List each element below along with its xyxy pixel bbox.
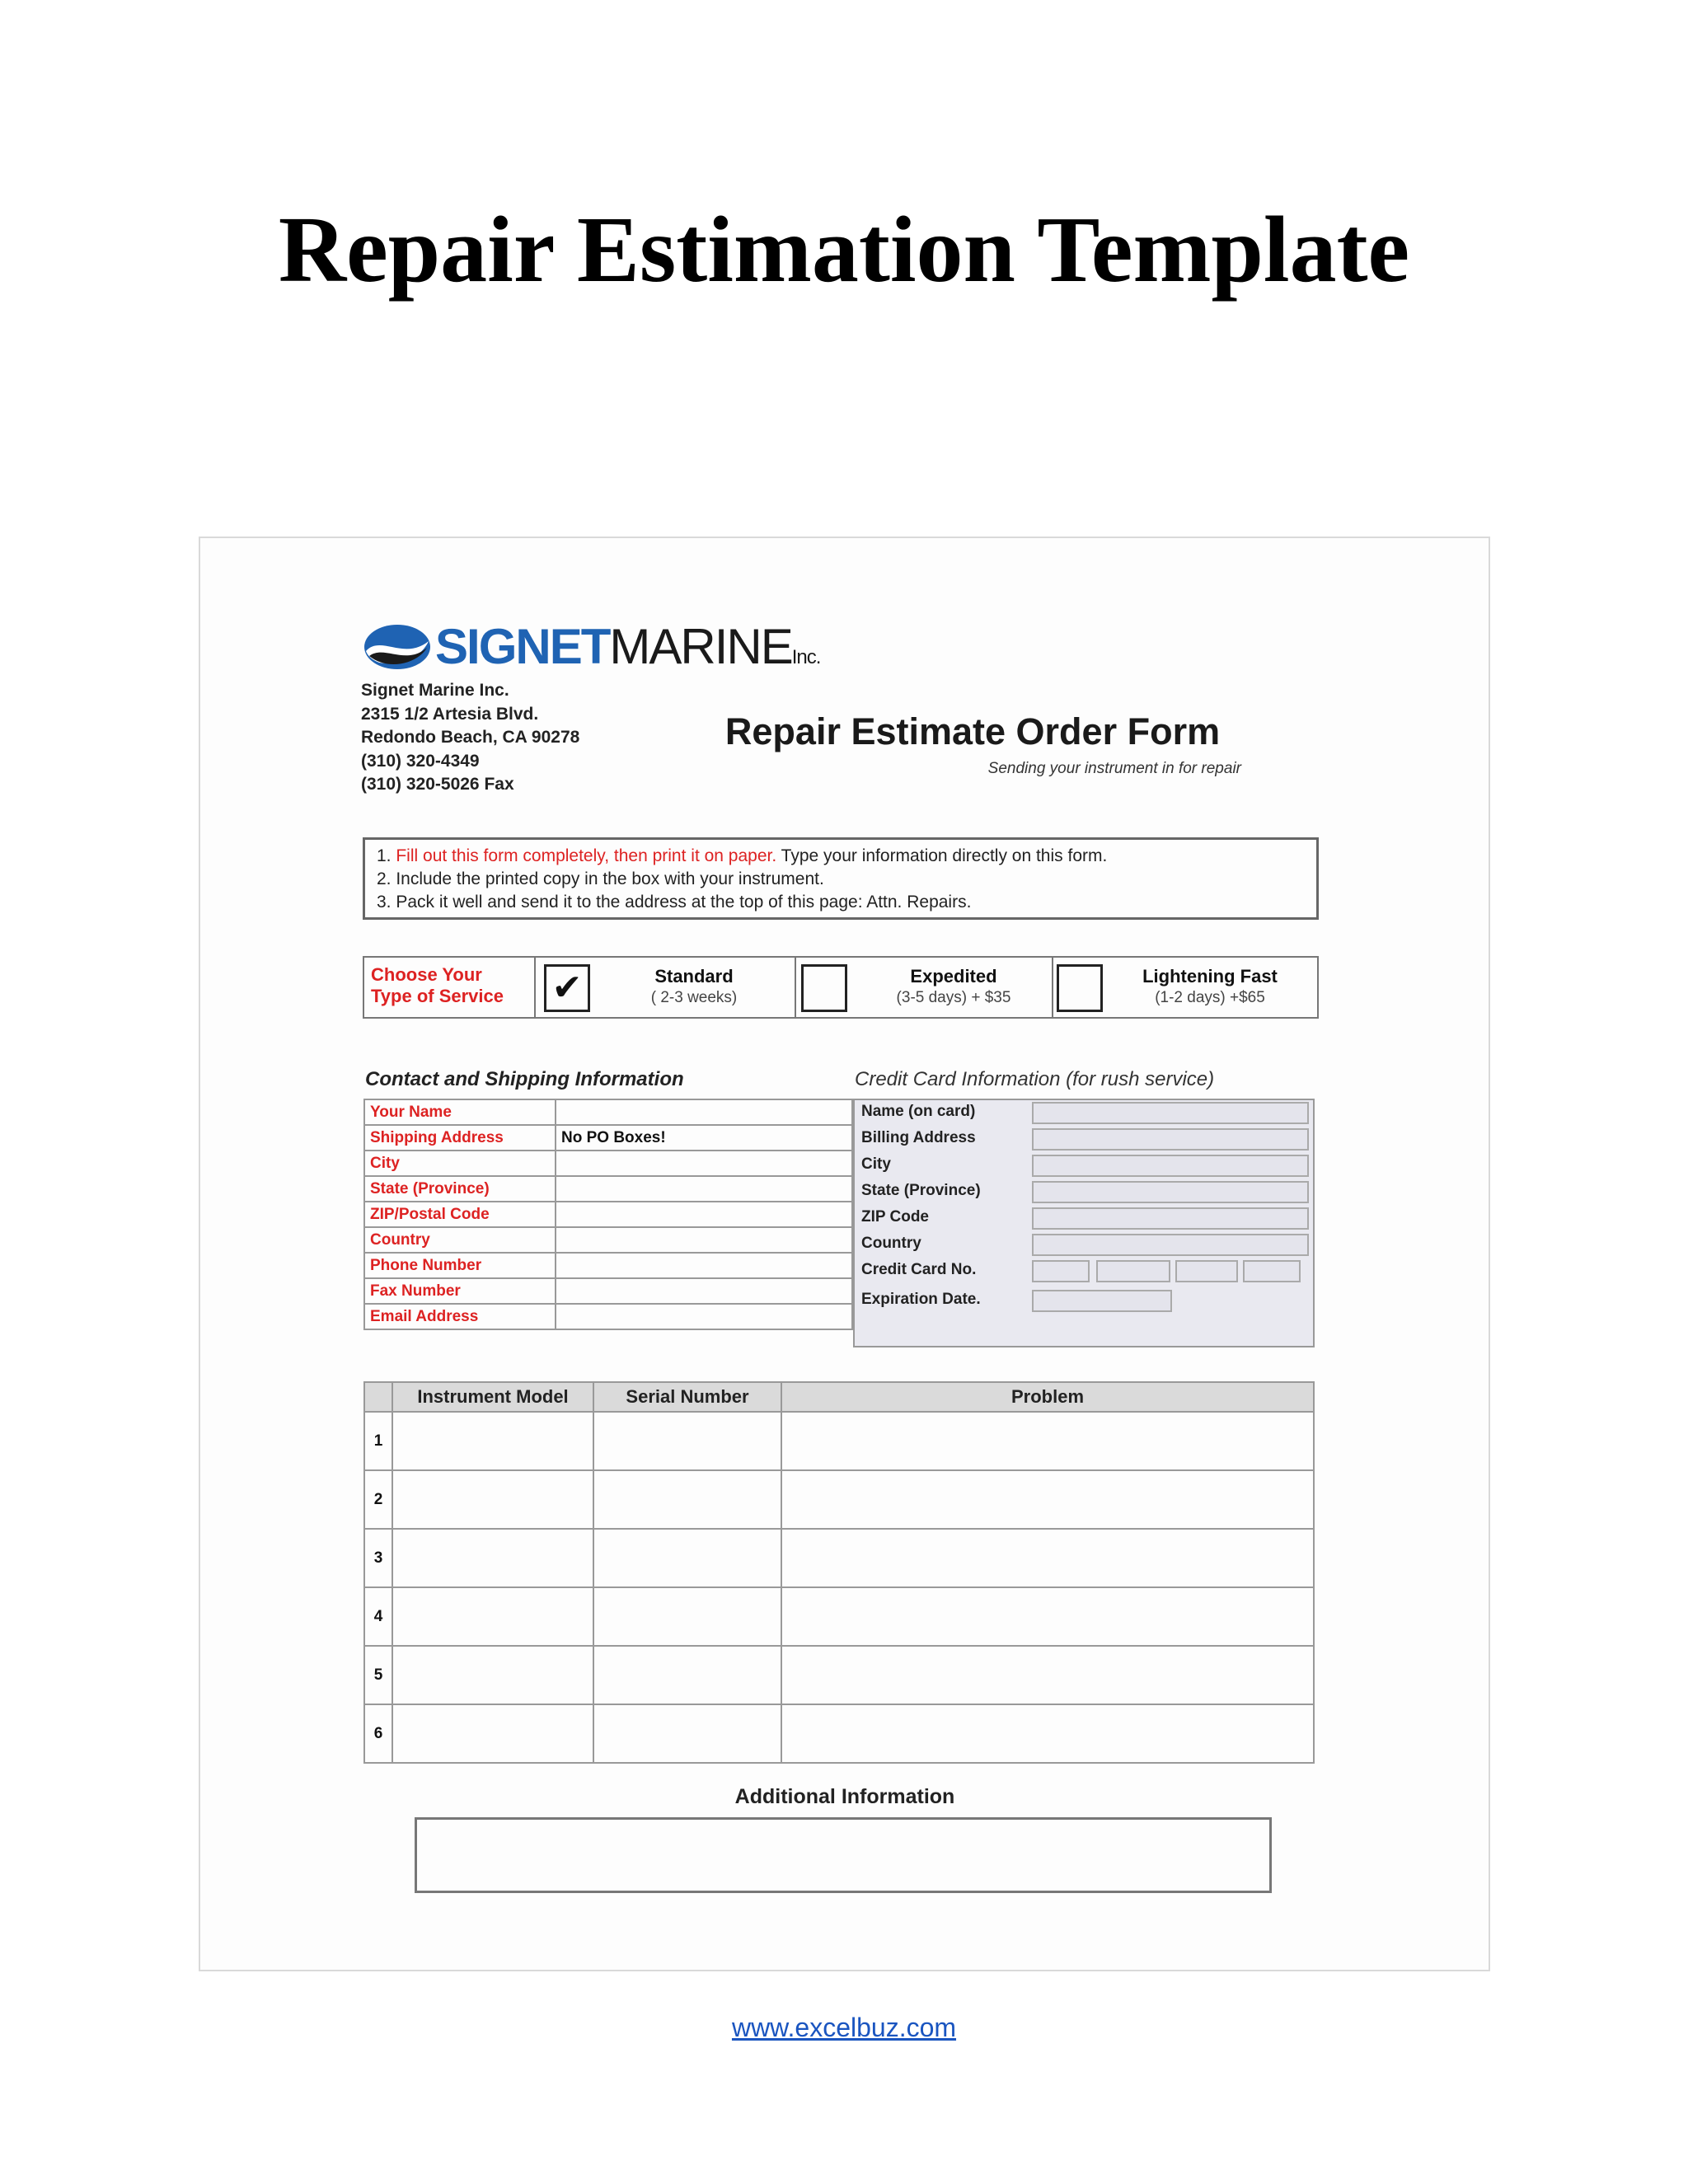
serial-number-cell[interactable] xyxy=(593,1529,781,1587)
table-row xyxy=(364,1278,852,1304)
field-label: Country xyxy=(364,1227,556,1253)
field-label: Name (on card) xyxy=(861,1103,976,1120)
fax-field[interactable] xyxy=(556,1278,852,1304)
serial-number-cell[interactable] xyxy=(593,1704,781,1763)
field-label: Your Name xyxy=(364,1099,556,1125)
cc-row xyxy=(855,1179,1313,1206)
column-header: Problem xyxy=(781,1382,1314,1412)
instruction-1: 1. Fill out this form completely, then print it on paper. Type your information directly on this form. xyxy=(377,846,1108,865)
field-label: City xyxy=(364,1151,556,1176)
company-street: 2315 1/2 Artesia Blvd. xyxy=(361,704,539,724)
card-number-segment-1[interactable] xyxy=(1032,1260,1090,1282)
instrument-model-cell[interactable] xyxy=(392,1470,593,1529)
field-label: Shipping Address xyxy=(364,1125,556,1151)
service-type-selector xyxy=(363,956,1319,1019)
form-title: Repair Estimate Order Form xyxy=(724,710,1221,752)
company-fax: (310) 320-5026 Fax xyxy=(361,775,514,794)
problem-cell[interactable] xyxy=(781,1704,1314,1763)
contact-table xyxy=(363,1099,853,1330)
field-label: Expiration Date. xyxy=(861,1291,981,1308)
field-label: Billing Address xyxy=(861,1129,976,1146)
footer-link[interactable]: www.excelbuz.com xyxy=(731,2013,957,2042)
card-number-segment-3[interactable] xyxy=(1175,1260,1238,1282)
problem-cell[interactable] xyxy=(781,1470,1314,1529)
card-number-segment-2[interactable] xyxy=(1096,1260,1170,1282)
service-divider xyxy=(1052,958,1053,1017)
instrument-model-cell[interactable] xyxy=(392,1704,593,1763)
field-label: City xyxy=(861,1155,891,1173)
page-title: Repair Estimation Template xyxy=(278,197,1410,302)
problem-cell[interactable] xyxy=(781,1412,1314,1470)
cc-row xyxy=(855,1258,1313,1285)
standard-note: ( 2-3 weeks) xyxy=(650,989,738,1006)
table-row xyxy=(364,1412,1314,1470)
serial-number-cell[interactable] xyxy=(593,1587,781,1646)
wave-logo-icon xyxy=(363,623,432,671)
standard-checkbox[interactable]: ✔ xyxy=(544,964,590,1012)
field-label: State (Province) xyxy=(364,1176,556,1202)
instructions-box xyxy=(363,837,1319,920)
service-type-label: Choose Your Type of Service xyxy=(364,958,536,1017)
table-row xyxy=(364,1304,852,1329)
state-field[interactable] xyxy=(556,1176,852,1202)
row-number: 2 xyxy=(364,1470,392,1529)
lightening-fast-label: Lightening Fast xyxy=(1142,966,1278,987)
table-row xyxy=(364,1253,852,1278)
cc-row xyxy=(855,1127,1313,1153)
signet-marine-logo xyxy=(363,619,821,674)
standard-label: Standard xyxy=(654,966,734,987)
card-name-field[interactable] xyxy=(1032,1102,1309,1124)
cc-row xyxy=(855,1100,1313,1127)
row-number: 6 xyxy=(364,1704,392,1763)
column-header: Serial Number xyxy=(593,1382,781,1412)
table-row xyxy=(364,1125,852,1151)
table-row xyxy=(364,1099,852,1125)
company-name: Signet Marine Inc. xyxy=(361,681,509,700)
table-row xyxy=(364,1470,1314,1529)
problem-cell[interactable] xyxy=(781,1587,1314,1646)
shipping-address-field[interactable]: No PO Boxes! xyxy=(556,1125,852,1151)
serial-number-cell[interactable] xyxy=(593,1646,781,1704)
table-header-row xyxy=(364,1382,1314,1412)
cc-row xyxy=(855,1288,1313,1315)
billing-address-field[interactable] xyxy=(1032,1128,1309,1151)
cc-row xyxy=(855,1232,1313,1258)
row-number: 1 xyxy=(364,1412,392,1470)
field-label: Email Address xyxy=(364,1304,556,1329)
table-row xyxy=(364,1176,852,1202)
column-header: Instrument Model xyxy=(392,1382,593,1412)
table-row xyxy=(364,1151,852,1176)
row-number-header xyxy=(364,1382,392,1412)
phone-field[interactable] xyxy=(556,1253,852,1278)
field-label: Credit Card No. xyxy=(861,1261,977,1278)
contact-heading: Contact and Shipping Information xyxy=(365,1068,684,1090)
table-row xyxy=(364,1704,1314,1763)
credit-card-heading: Credit Card Information (for rush service) xyxy=(855,1068,1215,1090)
field-label: ZIP/Postal Code xyxy=(364,1202,556,1227)
billing-city-field[interactable] xyxy=(1032,1155,1309,1177)
expedited-note: (3-5 days) + $35 xyxy=(896,989,1011,1006)
field-label: Fax Number xyxy=(364,1278,556,1304)
instruction-3: 3. Pack it well and send it to the address at the top of this page: Attn. Repairs. xyxy=(377,893,972,912)
billing-country-field[interactable] xyxy=(1032,1234,1309,1256)
lightening-fast-checkbox[interactable] xyxy=(1057,964,1103,1012)
service-divider xyxy=(795,958,796,1017)
cc-row xyxy=(855,1153,1313,1179)
table-row xyxy=(364,1587,1314,1646)
company-address xyxy=(361,679,579,797)
instrument-model-cell[interactable] xyxy=(392,1412,593,1470)
expedited-label: Expedited xyxy=(910,966,997,987)
field-label: ZIP Code xyxy=(861,1208,929,1226)
credit-card-block xyxy=(853,1099,1315,1347)
cc-row xyxy=(855,1206,1313,1232)
row-number: 5 xyxy=(364,1646,392,1704)
company-city: Redondo Beach, CA 90278 xyxy=(361,728,580,747)
table-row xyxy=(364,1227,852,1253)
field-label: State (Province) xyxy=(861,1182,981,1199)
logo-wordmark: SIGNETMARINEInc. xyxy=(435,619,821,674)
table-row xyxy=(364,1646,1314,1704)
problem-cell[interactable] xyxy=(781,1646,1314,1704)
row-number: 3 xyxy=(364,1529,392,1587)
instrument-table xyxy=(363,1381,1315,1764)
country-field[interactable] xyxy=(556,1227,852,1253)
zip-field[interactable] xyxy=(556,1202,852,1227)
row-number: 4 xyxy=(364,1587,392,1646)
lightening-fast-note: (1-2 days) +$65 xyxy=(1155,989,1265,1006)
card-number-segment-4[interactable] xyxy=(1243,1260,1301,1282)
serial-number-cell[interactable] xyxy=(593,1412,781,1470)
field-label: Phone Number xyxy=(364,1253,556,1278)
problem-cell[interactable] xyxy=(781,1529,1314,1587)
instruction-2: 2. Include the printed copy in the box with your instrument. xyxy=(377,869,824,888)
instrument-model-cell[interactable] xyxy=(392,1587,593,1646)
city-field[interactable] xyxy=(556,1151,852,1176)
table-row xyxy=(364,1202,852,1227)
expedited-checkbox[interactable] xyxy=(801,964,847,1012)
field-label: Country xyxy=(861,1235,921,1252)
company-phone: (310) 320-4349 xyxy=(361,751,480,771)
serial-number-cell[interactable] xyxy=(593,1470,781,1529)
form-subtitle: Sending your instrument in for repair xyxy=(987,760,1241,777)
your-name-field[interactable] xyxy=(556,1099,852,1125)
expiration-date-field[interactable] xyxy=(1032,1290,1172,1312)
email-field[interactable] xyxy=(556,1304,852,1329)
billing-state-field[interactable] xyxy=(1032,1181,1309,1203)
table-row xyxy=(364,1529,1314,1587)
additional-info-label: Additional Information xyxy=(734,1785,955,1808)
instrument-model-cell[interactable] xyxy=(392,1646,593,1704)
instrument-model-cell[interactable] xyxy=(392,1529,593,1587)
additional-info-field[interactable] xyxy=(415,1817,1272,1893)
billing-zip-field[interactable] xyxy=(1032,1207,1309,1230)
